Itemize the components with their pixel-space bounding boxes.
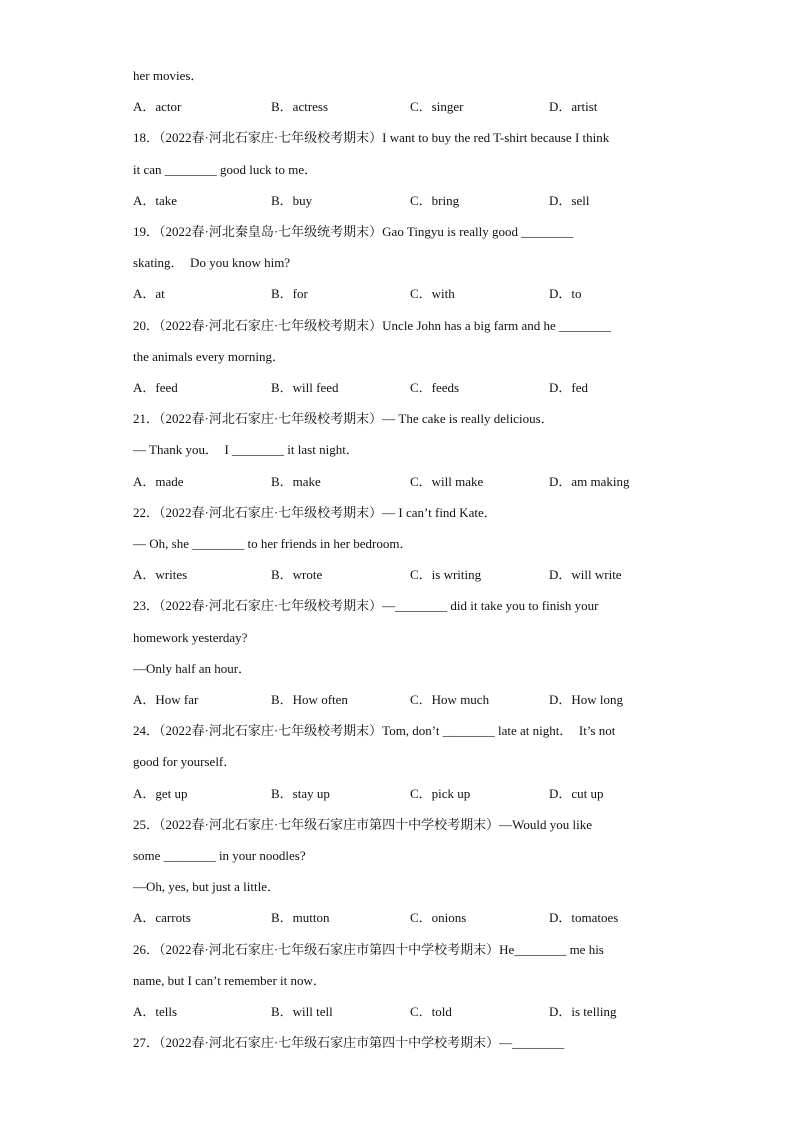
answer-option-d: D．will write [549,567,622,582]
answer-option-a: A．writes [133,567,188,582]
answer-option-a: A．at [133,286,165,301]
answer-option-a: A．actor [133,99,182,114]
answer-option-d: D．is telling [549,1004,617,1019]
answer-option-d: D．sell [549,193,590,208]
answer-option-b: B．wrote [271,567,323,582]
text-line: some ________ in your noodles? [133,848,306,863]
answer-option-c: C．singer [410,99,464,114]
text-line: 21．（2022春·河北石家庄·七年级校考期末）— The cake is really delicious． [133,411,554,426]
answer-option-d: D．How long [549,692,624,707]
answer-option-b: B．mutton [271,910,330,925]
answer-option-a: A．get up [133,786,188,801]
answer-option-c: C．bring [410,193,460,208]
answer-option-b: B．for [271,286,308,301]
text-line: 27．（2022春·河北石家庄·七年级石家庄市第四十中学校考期末）—________ [133,1035,565,1050]
text-line: — Oh, she ________ to her friends in her bedroom． [133,536,413,551]
text-line: 18．（2022春·河北石家庄·七年级校考期末）I want to buy the red T-shirt because I think [133,130,610,145]
answer-option-b: B．actress [271,99,329,114]
answer-option-c: C．feeds [410,380,460,395]
answer-option-d: D．fed [549,380,588,395]
answer-option-b: B．buy [271,193,313,208]
answer-option-c: C．onions [410,910,467,925]
text-line: 24．（2022春·河北石家庄·七年级校考期末）Tom, don’t ________ late at night． It’s not [133,723,616,738]
answer-option-b: B．will feed [271,380,339,395]
text-line: —Oh, yes, but just a little． [133,879,280,894]
text-line: —Only half an hour． [133,661,252,676]
text-line: 19．（2022春·河北秦皇岛·七年级统考期末）Gao Tingyu is really good ________ [133,224,574,239]
answer-option-b: B．How often [271,692,348,707]
answer-option-c: C．with [410,286,455,301]
text-line: the animals every morning． [133,349,285,364]
text-line: 22．（2022春·河北石家庄·七年级校考期末）— I can’t find Kate． [133,505,497,520]
answer-option-a: A．take [133,193,178,208]
text-line: — Thank you． I ________ it last night． [133,442,359,457]
text-line: good for yourself． [133,754,237,769]
answer-option-c: C．pick up [410,786,471,801]
text-line: it can ________ good luck to me． [133,162,318,177]
text-line: her movies． [133,68,204,83]
answer-option-c: C．is writing [410,567,482,582]
answer-option-d: D．to [549,286,582,301]
answer-option-c: C．will make [410,474,484,489]
answer-option-c: C．How much [410,692,490,707]
text-line: 20．（2022春·河北石家庄·七年级校考期末）Uncle John has a big farm and he ________ [133,318,612,333]
text-line: 26．（2022春·河北石家庄·七年级石家庄市第四十中学校考期末）He________ me his [133,942,604,957]
answer-option-a: A．tells [133,1004,178,1019]
answer-option-a: A．made [133,474,184,489]
answer-option-a: A．feed [133,380,178,395]
text-line: name, but I can’t remember it now． [133,973,326,988]
answer-option-b: B．stay up [271,786,330,801]
answer-option-d: D．artist [549,99,598,114]
answer-option-d: D．tomatoes [549,910,619,925]
answer-option-b: B．make [271,474,321,489]
answer-option-b: B．will tell [271,1004,333,1019]
answer-option-a: A．carrots [133,910,191,925]
answer-option-a: A．How far [133,692,199,707]
answer-option-c: C．told [410,1004,452,1019]
text-line: 23．（2022春·河北石家庄·七年级校考期末）—________ did it take you to finish your [133,598,599,613]
answer-option-d: D．cut up [549,786,604,801]
text-line: 25．（2022春·河北石家庄·七年级石家庄市第四十中学校考期末）—Would you like [133,817,592,832]
text-line: skating． Do you know him? [133,255,291,270]
answer-option-d: D．am making [549,474,630,489]
text-line: homework yesterday? [133,630,248,645]
